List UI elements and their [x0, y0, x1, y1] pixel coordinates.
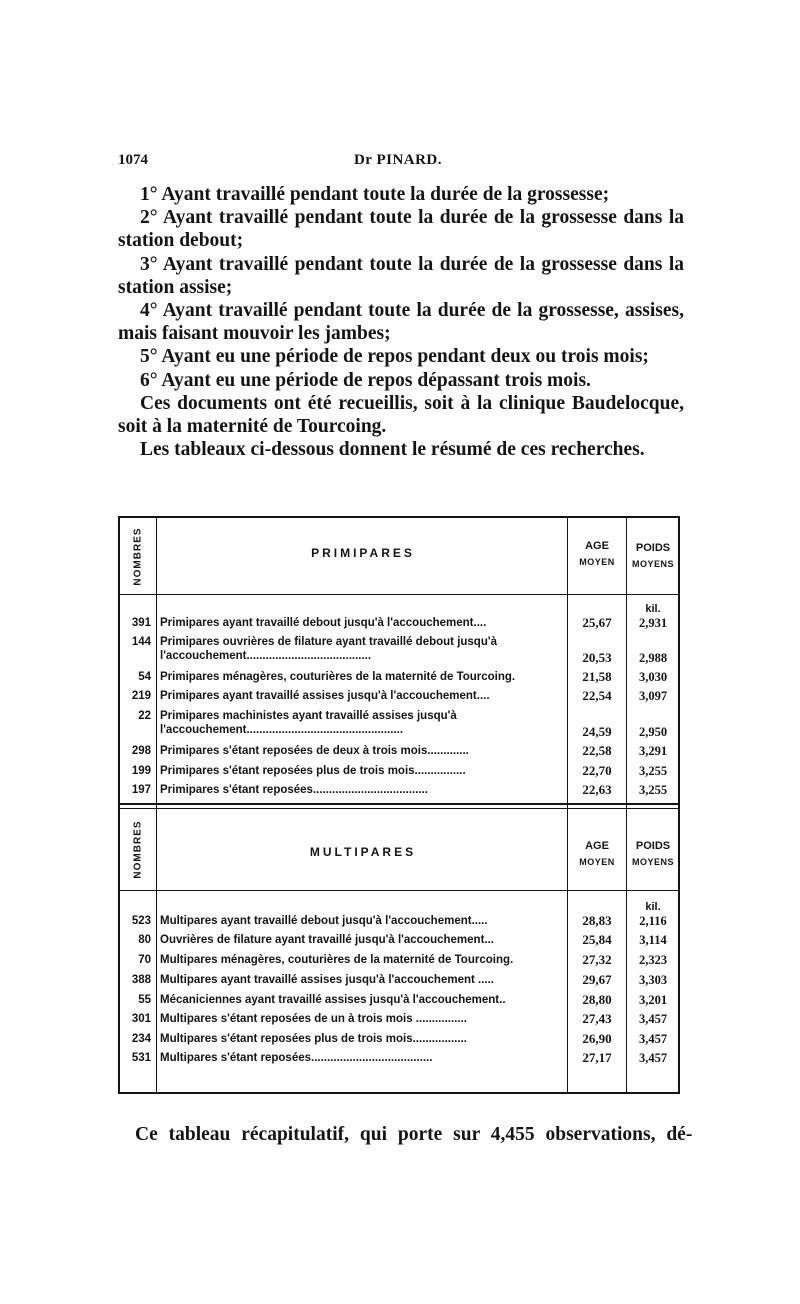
table-rule: [567, 518, 568, 1092]
data-table: NOMBRES PRIMIPARES AGE MOYEN POIDS MOYENS kil. 391 Primipares ayant travaillé debout jusqu'à l'accouchement.... 25,67 2,931 144 Primipares ouvrières de filature ayant travaillé debout jusqu'à l'accouchement....................................... 20,53 2,988 54 Primipares ménagères, couturières de la maternité de Tourcoing. 21,58 3,030 219 Primipares ayant travaillé assises jusqu'à l'accouchement.... 22,54 3,097 22 Primipares machinistes ayant travaillé assises jusqu'à l'accouchement................................................. 24,59 2,950 298 Primipares s'étant reposées de deux à trois mois............. 22,58 3,291 199 Primipares s'étant reposées plus de trois mois................ 22,70 3,255 197 Primipares s'étant reposées.................................... 22,63 3,255 NOMBRES MULTIPARES AGE MOYEN POIDS MOYENS kil. 523 Multipares ayant travaillé debout jusqu'à l'accouchement..... 28,83 2,116 80 Ouvrières de filature ayant travaillé jusqu'à l'accouchement... 25,84 3,114 70 Multipares ménagères, couturières de la maternité de Tourcoing. 27,32 2,323 388 Multipares ayant travaillé assises jusqu'à l'accouchement ..... 29,67 3,303 55 Mécaniciennes ayant travaillé assises jusqu'à l'accouchement.. 28,80 3,201 301 Multipares s'étant reposées de un à trois mois ................ 27,43 3,457 234 Multipares s'étant reposées plus de trois mois................. 26,90 3,457 531 Multipares s'étant reposées...................................... 27,17 3,457: [118, 516, 680, 1094]
body-text: [118, 183, 684, 461]
kil-unit: kil.: [645, 603, 661, 615]
running-head: [118, 152, 678, 172]
nombres-header: NOMBRES: [132, 819, 144, 879]
paragraph: 4° Ayant travaillé pendant toute la durée de la grossesse, assises, mais faisant mouvoir les jambes;: [118, 300, 684, 345]
table-rule: [626, 518, 627, 1092]
table-rule: [120, 594, 678, 595]
closing-text: Ce tableau récapitulatif, qui porte sur 4,455 observations, dé-: [135, 1124, 693, 1145]
section-title-primipares: PRIMIPARES: [311, 546, 415, 560]
section-title-multipares: MULTIPARES: [309, 845, 417, 859]
running-title: Dr PINARD.: [353, 152, 443, 168]
kil-unit: kil.: [645, 901, 661, 913]
nombres-header: NOMBRES: [132, 526, 144, 586]
paragraph: 2° Ayant travaillé pendant toute la durée de la grossesse dans la station debout;: [118, 207, 684, 252]
poids-column-header: POIDS MOYENS: [631, 542, 674, 569]
paragraph: 1° Ayant travaillé pendant toute la durée de la grossesse;: [140, 184, 610, 205]
age-column-header: AGE MOYEN: [579, 840, 615, 867]
poids-column-header: POIDS MOYENS: [631, 840, 674, 867]
paragraph: Ces documents ont été recueillis, soit à la clinique Baudelocque, soit à la maternité de Tourcoing.: [118, 392, 684, 438]
paragraph: 6° Ayant eu une période de repos dépassant trois mois.: [140, 369, 591, 391]
table-rule: [120, 890, 678, 891]
paragraph: 5° Ayant eu une période de repos pendant deux ou trois mois;: [140, 346, 649, 368]
paragraph: 3° Ayant travaillé pendant toute la durée de la grossesse dans la station assise;: [118, 253, 684, 298]
age-column-header: AGE MOYEN: [579, 540, 615, 567]
table-rule: [120, 803, 678, 805]
table-rule: [120, 808, 678, 809]
table-rule: [156, 518, 157, 1092]
page-number: 1074: [118, 152, 148, 168]
paragraph: Les tableaux ci-dessous donnent le résumé de ces recherches.: [140, 439, 645, 461]
